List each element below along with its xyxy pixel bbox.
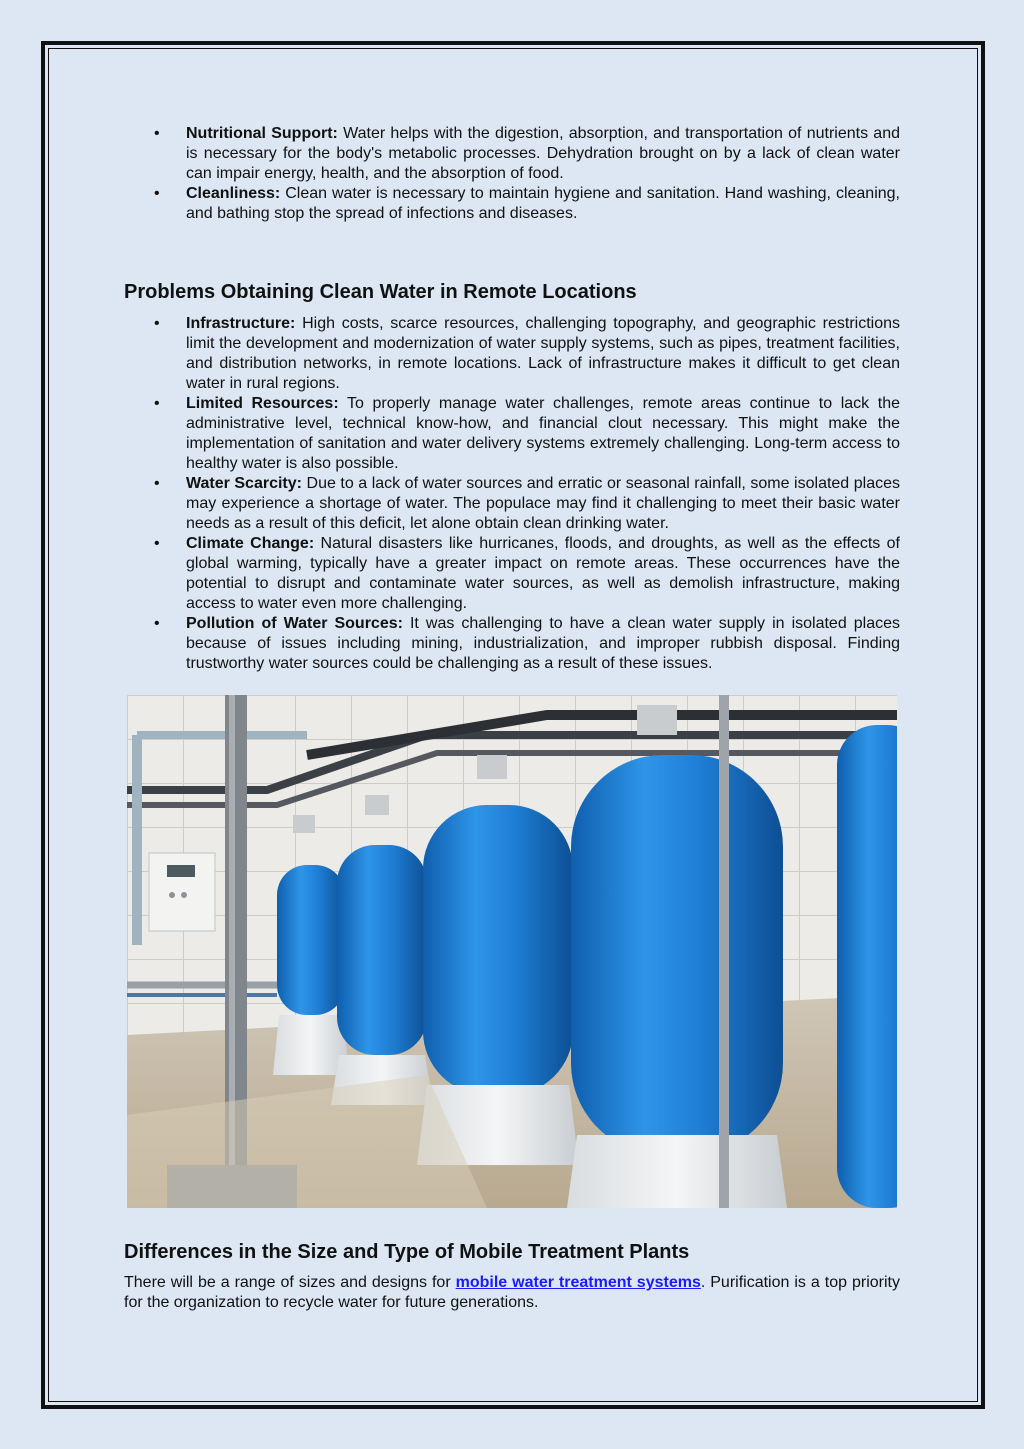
bullet-term: Cleanliness: — [186, 185, 281, 202]
bullet-text: It was challenging to have a clean water supply in isolated places because of issues including mining, industrialization, and improper rubbish disposal. Finding trustworthy water sources could be challenging as a result of these issues. — [186, 615, 900, 672]
bullet-icon: • — [154, 315, 160, 332]
bullet-term: Infrastructure: — [186, 315, 296, 332]
bullet-icon: • — [154, 475, 160, 492]
section-paragraph — [124, 1273, 900, 1313]
bullet-term: Climate Change: — [186, 535, 315, 552]
bullet-term: Nutritional Support: — [186, 125, 338, 142]
list-item — [124, 314, 900, 394]
section-heading-differences: Differences in the Size and Type of Mobile Treatment Plants — [124, 1241, 690, 1263]
bullet-term: Water Scarcity: — [186, 475, 302, 492]
bullet-icon: • — [154, 395, 160, 412]
paragraph-text-before: There will be a range of sizes and designs for — [124, 1274, 456, 1291]
problems-bullet-list — [124, 314, 900, 674]
bullet-term: Pollution of Water Sources: — [186, 615, 403, 632]
list-item — [124, 534, 900, 614]
tank-5 — [837, 725, 897, 1208]
list-item — [124, 394, 900, 474]
bullet-text: Natural disasters like hurricanes, floods, and droughts, as well as the effects of global warming, typically have a greater impact on remote areas. These occurrences have the potential to disrupt and contaminate water sources, as well as demolish infrastructure, making access to water even more challenging. — [186, 535, 900, 612]
bullet-icon: • — [154, 615, 160, 632]
bullet-text: To properly manage water challenges, remote areas continue to lack the administrative level, technical know-how, and financial clout necessary. This might make the implementation of sanitation and water delivery systems extremely challenging. Long-term access to healthy water is also possible. — [186, 395, 901, 472]
bullet-icon: • — [154, 535, 160, 552]
list-item — [124, 474, 900, 534]
bullet-icon: • — [154, 185, 160, 202]
bullet-text: High costs, scarce resources, challenging topography, and geographic restrictions limit the development and modernization of water supply systems, such as pipes, treatment facilities, and distribution networks, in remote locations. Lack of infrastructure makes it difficult to get clean water in rural regions. — [186, 315, 900, 392]
bullet-text: Clean water is necessary to maintain hygiene and sanitation. Hand washing, cleaning, and bathing stop the spread of infections and diseases. — [186, 185, 900, 222]
bullet-icon: • — [154, 125, 160, 142]
paragraph-text-after: . Purification is a top priority for the organization to recycle water for future generations. — [124, 1274, 900, 1311]
top-bullet-list — [124, 124, 900, 224]
bullet-text: Water helps with the digestion, absorption, and transportation of nutrients and is necessary for the body's metabolic processes. Dehydration brought on by a lack of clean water can impair energy, health, and the absorption of food. — [186, 125, 900, 182]
list-item — [124, 184, 900, 224]
list-item — [124, 124, 900, 184]
section-heading-problems: Problems Obtaining Clean Water in Remote Locations — [124, 281, 637, 303]
bullet-text: Due to a lack of water sources and erratic or seasonal rainfall, some isolated places may experience a shortage of water. The populace may find it challenging to meet their basic water needs as a result of this deficit, let alone obtain clean drinking water. — [186, 475, 900, 532]
list-item — [124, 614, 900, 674]
problems-bullet-block — [124, 314, 900, 674]
top-bullet-block — [124, 124, 900, 224]
mobile-water-treatment-link[interactable]: mobile water treatment systems — [455, 1274, 701, 1291]
tanks-illustration — [127, 695, 897, 1208]
bullet-term: Limited Resources: — [186, 395, 339, 412]
water-treatment-tanks-photo — [127, 695, 897, 1208]
